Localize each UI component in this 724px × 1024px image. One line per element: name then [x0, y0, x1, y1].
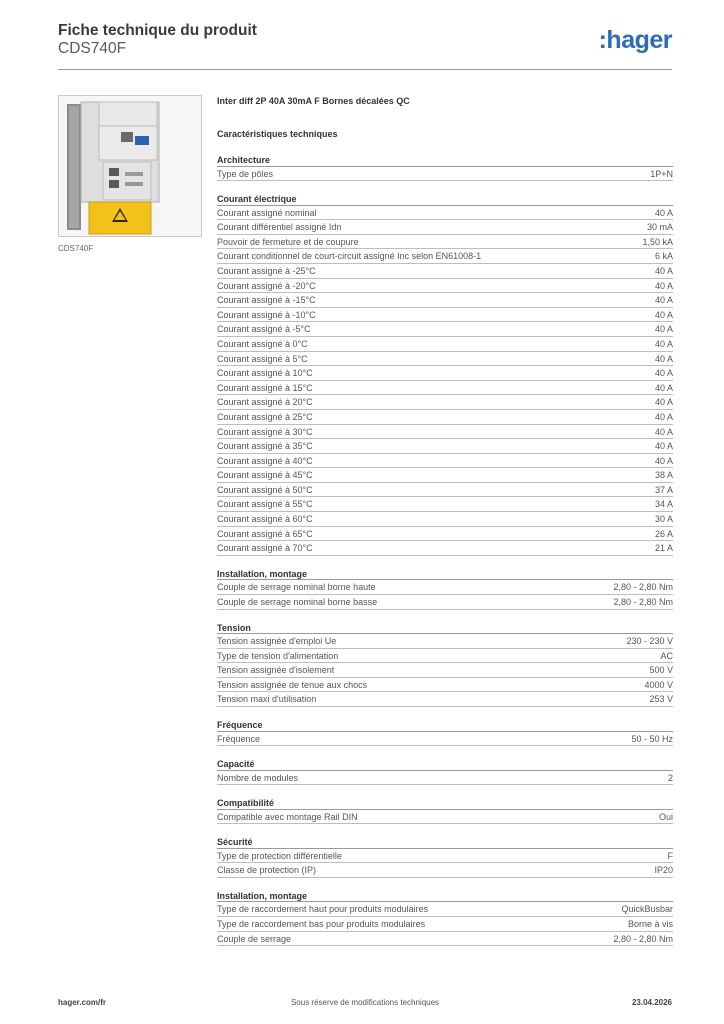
spec-label: Couple de serrage nominal borne basse	[217, 596, 378, 607]
spec-row	[217, 235, 673, 250]
product-image	[58, 95, 202, 237]
spec-value: QuickBusbar	[621, 904, 673, 915]
spec-value: 253 V	[649, 694, 673, 705]
spec-label: Type de protection différentielle	[217, 850, 342, 861]
spec-label: Courant assigné à -10°C	[217, 309, 316, 320]
spec-row	[217, 902, 673, 917]
spec-label: Type de pôles	[217, 168, 274, 179]
spec-section	[217, 797, 673, 824]
spec-label: Classe de protection (IP)	[217, 865, 317, 876]
spec-value: 230 - 230 V	[626, 636, 673, 647]
spec-value: 50 - 50 Hz	[631, 733, 673, 744]
spec-row	[217, 322, 673, 337]
page-header	[58, 22, 672, 68]
spec-section	[217, 890, 673, 946]
spec-value: Oui	[658, 811, 673, 822]
spec-label: Type de raccordement bas pour produits modulaires	[217, 919, 426, 930]
spec-value: 4000 V	[644, 679, 673, 690]
spec-row	[217, 527, 673, 542]
spec-label: Courant assigné à 40°C	[217, 455, 313, 466]
spec-row	[217, 337, 673, 352]
spec-row	[217, 439, 673, 454]
spec-label: Courant assigné à 45°C	[217, 470, 313, 481]
spec-label: Courant conditionnel de court-circuit assigné Inc selon EN61008-1	[217, 251, 482, 262]
characteristics-title: Caractéristiques techniques	[217, 129, 338, 139]
section-heading: Fréquence	[217, 719, 673, 732]
spec-row	[217, 863, 673, 878]
spec-row	[217, 732, 673, 747]
spec-row	[217, 206, 673, 221]
spec-value: 6 kA	[654, 251, 673, 262]
footer-website: hager.com/fr	[58, 998, 107, 1007]
spec-label: Courant assigné à 70°C	[217, 543, 313, 554]
spec-label: Courant assigné à 0°C	[217, 338, 308, 349]
spec-row	[217, 917, 673, 932]
spec-label: Courant assigné à -15°C	[217, 295, 316, 306]
spec-label: Tension assignée d'emploi Ue	[217, 636, 337, 647]
characteristics-content	[217, 95, 673, 946]
spec-row	[217, 454, 673, 469]
spec-row	[217, 249, 673, 264]
spec-section	[217, 568, 673, 610]
spec-value: 30 mA	[646, 222, 673, 233]
spec-row	[217, 649, 673, 664]
spec-section	[217, 836, 673, 878]
spec-row	[217, 167, 673, 182]
spec-row	[217, 512, 673, 527]
image-caption: CDS740F	[58, 244, 94, 253]
footer-date: 23.04.2026	[631, 998, 672, 1007]
spec-label: Courant assigné à 55°C	[217, 499, 313, 510]
spec-row	[217, 293, 673, 308]
spec-row	[217, 849, 673, 864]
spec-label: Pouvoir de fermeture et de coupure	[217, 236, 359, 247]
spec-value: 40 A	[654, 455, 673, 466]
spec-value: 40 A	[654, 295, 673, 306]
spec-label: Courant assigné à 5°C	[217, 353, 308, 364]
spec-value: 40 A	[654, 382, 673, 393]
spec-row	[217, 352, 673, 367]
spec-value: 500 V	[649, 665, 673, 676]
section-heading: Installation, montage	[217, 568, 673, 581]
spec-label: Couple de serrage nominal borne haute	[217, 582, 376, 593]
spec-label: Tension maxi d'utilisation	[217, 694, 317, 705]
spec-row	[217, 381, 673, 396]
page-title: Fiche technique du produit	[58, 22, 257, 39]
spec-row	[217, 678, 673, 693]
spec-row	[217, 771, 673, 786]
section-heading: Compatibilité	[217, 797, 673, 810]
spec-value: 40 A	[654, 411, 673, 422]
product-reference: CDS740F	[58, 40, 127, 57]
spec-label: Courant assigné à 65°C	[217, 528, 313, 539]
header-divider	[58, 69, 672, 70]
spec-label: Courant assigné à -5°C	[217, 324, 311, 335]
spec-section	[217, 719, 673, 746]
spec-value: 2	[667, 772, 673, 783]
spec-row	[217, 279, 673, 294]
spec-label: Fréquence	[217, 733, 261, 744]
spec-row	[217, 497, 673, 512]
spec-value: Borne à vis	[627, 919, 673, 930]
spec-row	[217, 410, 673, 425]
spec-label: Courant assigné à 25°C	[217, 411, 313, 422]
product-name: Inter diff 2P 40A 30mA F Bornes décalées QC	[217, 96, 410, 106]
characteristics-sections	[217, 154, 673, 946]
section-heading: Courant électrique	[217, 193, 673, 206]
spec-row	[217, 264, 673, 279]
spec-value: 21 A	[654, 543, 673, 554]
spec-row	[217, 468, 673, 483]
spec-value: 2,80 - 2,80 Nm	[613, 596, 673, 607]
spec-row	[217, 366, 673, 381]
spec-section	[217, 193, 673, 556]
spec-value: AC	[660, 650, 673, 661]
residual-current-breaker-product-icon	[59, 96, 202, 237]
section-heading: Installation, montage	[217, 890, 673, 903]
section-heading: Capacité	[217, 758, 673, 771]
spec-label: Courant assigné à 15°C	[217, 382, 313, 393]
spec-row	[217, 595, 673, 610]
spec-section	[217, 758, 673, 785]
spec-value: 40 A	[654, 338, 673, 349]
section-heading: Sécurité	[217, 836, 673, 849]
spec-row	[217, 692, 673, 707]
footer-disclaimer: Sous réserve de modifications techniques	[290, 998, 440, 1007]
spec-label: Courant assigné à 30°C	[217, 426, 313, 437]
spec-label: Courant assigné à 60°C	[217, 514, 313, 525]
spec-value: 26 A	[654, 528, 673, 539]
spec-value: 40 A	[654, 280, 673, 291]
spec-row	[217, 810, 673, 825]
hager-logo: :hager	[598, 26, 672, 54]
spec-value: 40 A	[654, 441, 673, 452]
spec-value: 40 A	[654, 207, 673, 218]
spec-label: Courant assigné à 50°C	[217, 484, 313, 495]
spec-section	[217, 154, 673, 181]
spec-label: Type de tension d'alimentation	[217, 650, 339, 661]
spec-value: 40 A	[654, 353, 673, 364]
spec-section	[217, 622, 673, 707]
spec-value: 40 A	[654, 324, 673, 335]
spec-value: F	[667, 850, 673, 861]
spec-value: 40 A	[654, 426, 673, 437]
spec-row	[217, 932, 673, 947]
spec-value: IP20	[654, 865, 673, 876]
spec-label: Courant assigné à -25°C	[217, 265, 316, 276]
spec-value: 1,50 kA	[642, 236, 673, 247]
spec-label: Courant assigné à -20°C	[217, 280, 316, 291]
spec-row	[217, 308, 673, 323]
spec-label: Couple de serrage	[217, 933, 292, 944]
spec-row	[217, 541, 673, 556]
spec-label: Courant assigné à 35°C	[217, 441, 313, 452]
spec-value: 34 A	[654, 499, 673, 510]
spec-row	[217, 483, 673, 498]
spec-value: 30 A	[654, 514, 673, 525]
spec-label: Courant assigné nominal	[217, 207, 317, 218]
spec-row	[217, 663, 673, 678]
spec-value: 37 A	[654, 484, 673, 495]
spec-label: Courant assigné à 10°C	[217, 368, 313, 379]
spec-value: 2,80 - 2,80 Nm	[613, 933, 673, 944]
spec-label: Tension assignée de tenue aux chocs	[217, 679, 368, 690]
spec-value: 2,80 - 2,80 Nm	[613, 582, 673, 593]
spec-value: 38 A	[654, 470, 673, 481]
spec-row	[217, 634, 673, 649]
spec-value: 40 A	[654, 397, 673, 408]
section-heading: Architecture	[217, 154, 673, 167]
spec-label: Compatible avec montage Rail DIN	[217, 811, 358, 822]
spec-label: Courant assigné à 20°C	[217, 397, 313, 408]
spec-value: 40 A	[654, 265, 673, 276]
section-heading: Tension	[217, 622, 673, 635]
spec-row	[217, 395, 673, 410]
spec-value: 40 A	[654, 309, 673, 320]
spec-label: Courant différentiel assigné Idn	[217, 222, 342, 233]
spec-row	[217, 580, 673, 595]
spec-value: 1P+N	[650, 168, 673, 179]
spec-row	[217, 220, 673, 235]
spec-label: Type de raccordement haut pour produits modulaires	[217, 904, 429, 915]
spec-label: Tension assignée d'isolement	[217, 665, 335, 676]
spec-row	[217, 425, 673, 440]
spec-value: 40 A	[654, 368, 673, 379]
spec-label: Nombre de modules	[217, 772, 299, 783]
